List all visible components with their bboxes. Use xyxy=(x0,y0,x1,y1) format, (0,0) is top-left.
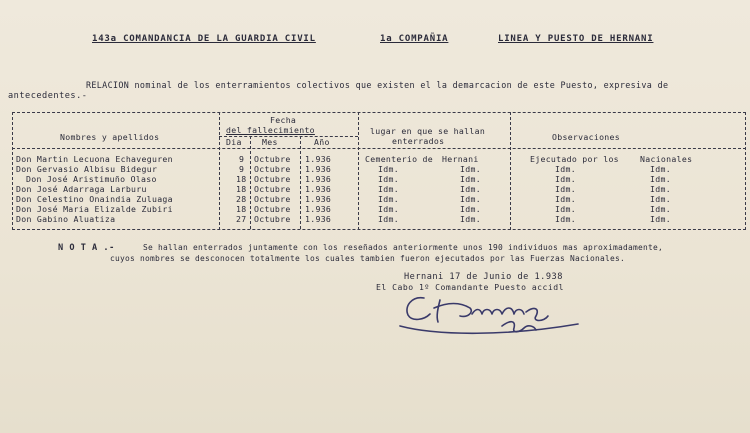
table-top-rule xyxy=(12,112,746,113)
row-observation: Idm. xyxy=(555,174,576,184)
signatory-title: El Cabo 1º Comandante Puesto accidl xyxy=(376,282,565,292)
table-col-divider xyxy=(358,112,359,230)
intro-line-2: antecedentes.- xyxy=(8,91,88,101)
row-month: Octubre xyxy=(254,204,291,214)
row-day: 18 xyxy=(236,174,247,184)
handwritten-signature xyxy=(398,288,588,338)
header-date-1: Fecha xyxy=(270,115,297,125)
note-line-2: cuyos nombres se desconocen totalmente los cuales tambien fueron ejecutados por las Fuerzas Nacionales. xyxy=(110,254,626,263)
header-names: Nombres y apellidos xyxy=(60,132,160,142)
row-year: 1.936 xyxy=(305,204,332,214)
row-place: Idm. xyxy=(378,164,399,174)
header-post: LINEA Y PUESTO DE HERNANI xyxy=(498,34,654,44)
row-year: 1.936 xyxy=(305,214,332,224)
row-year: 1.936 xyxy=(305,164,332,174)
header-date-2: del fallecimiento xyxy=(226,125,315,135)
row-place: Idm. xyxy=(378,184,399,194)
row-place: Idm. xyxy=(378,204,399,214)
row-observation-2: Idm. xyxy=(650,194,671,204)
row-observation: Idm. xyxy=(555,184,576,194)
row-name: Don Martin Lecuona Echaveguren xyxy=(16,154,173,164)
row-month: Octubre xyxy=(254,154,291,164)
header-place-2: enterrados xyxy=(392,136,445,146)
row-month: Octubre xyxy=(254,194,291,204)
row-observation: Idm. xyxy=(555,164,576,174)
note-label: N O T A .- xyxy=(58,243,115,253)
row-year: 1.936 xyxy=(305,194,332,204)
row-day: 9 xyxy=(239,154,245,164)
table-col-divider xyxy=(219,112,220,230)
row-observation-2: Nacionales xyxy=(640,154,693,164)
header-month: Mes xyxy=(262,137,278,147)
row-name: Don José Maria Elizalde Zubiri xyxy=(16,204,173,214)
row-observation-2: Idm. xyxy=(650,204,671,214)
row-observation: Idm. xyxy=(555,194,576,204)
row-place-2: Idm. xyxy=(460,174,481,184)
row-place: Idm. xyxy=(378,194,399,204)
row-day: 28 xyxy=(236,194,247,204)
row-name: Don Celestino Onaindia Zuluaga xyxy=(16,194,173,204)
table-col-divider xyxy=(510,112,511,230)
header-company: 1a COMPAÑIA xyxy=(380,34,449,44)
row-observation: Idm. xyxy=(555,204,576,214)
row-observation: Ejecutado por los xyxy=(530,154,619,164)
table-bottom-rule xyxy=(12,229,746,230)
row-place-2: Idm. xyxy=(460,194,481,204)
row-observation-2: Idm. xyxy=(650,184,671,194)
header-year: Año xyxy=(314,137,330,147)
row-place-2: Hernani xyxy=(442,154,479,164)
place-and-date: Hernani 17 de Junio de 1.938 xyxy=(404,272,563,282)
row-observation: Idm. xyxy=(555,214,576,224)
row-observation-2: Idm. xyxy=(650,214,671,224)
intro-line-1: RELACION nominal de los enterramientos colectivos que existen el la demarcacion de este Puesto, expresiva de xyxy=(86,80,669,90)
row-name: Don José Aristimuño Olaso xyxy=(26,174,157,184)
row-year: 1.936 xyxy=(305,154,332,164)
row-month: Octubre xyxy=(254,174,291,184)
header-commandancy: 143a COMANDANCIA DE LA GUARDIA CIVIL xyxy=(92,34,316,44)
row-day: 9 xyxy=(239,164,245,174)
row-name: Don Gabino Aluatiza xyxy=(16,214,116,224)
note-line-1: Se hallan enterrados juntamente con los reseñados anteriormente unos 190 individuos mas aproximadamente, xyxy=(143,243,664,252)
table-header-rule xyxy=(12,148,746,149)
row-month: Octubre xyxy=(254,164,291,174)
date-subcol-divider xyxy=(250,136,251,229)
row-place-2: Idm. xyxy=(460,204,481,214)
row-place: Cementerio de xyxy=(365,154,433,164)
row-day: 18 xyxy=(236,184,247,194)
header-day: Dia xyxy=(226,137,242,147)
row-name: Don José Adarraga Larburu xyxy=(16,184,147,194)
burials-table xyxy=(12,112,746,230)
header-observations: Observaciones xyxy=(552,132,620,142)
row-observation-2: Idm. xyxy=(650,164,671,174)
row-year: 1.936 xyxy=(305,174,332,184)
row-observation-2: Idm. xyxy=(650,174,671,184)
header-place-1: lugar en que se hallan xyxy=(370,126,486,136)
row-month: Octubre xyxy=(254,184,291,194)
row-month: Octubre xyxy=(254,214,291,224)
row-place-2: Idm. xyxy=(460,214,481,224)
row-name: Don Gervasio Albisu Bidegur xyxy=(16,164,158,174)
row-day: 27 xyxy=(236,214,247,224)
table-col-divider xyxy=(745,112,746,230)
row-year: 1.936 xyxy=(305,184,332,194)
row-day: 18 xyxy=(236,204,247,214)
row-place: Idm. xyxy=(378,214,399,224)
table-col-divider xyxy=(12,112,13,230)
row-place-2: Idm. xyxy=(460,164,481,174)
date-subcol-divider xyxy=(300,136,301,229)
row-place: Idm. xyxy=(378,174,399,184)
row-place-2: Idm. xyxy=(460,184,481,194)
